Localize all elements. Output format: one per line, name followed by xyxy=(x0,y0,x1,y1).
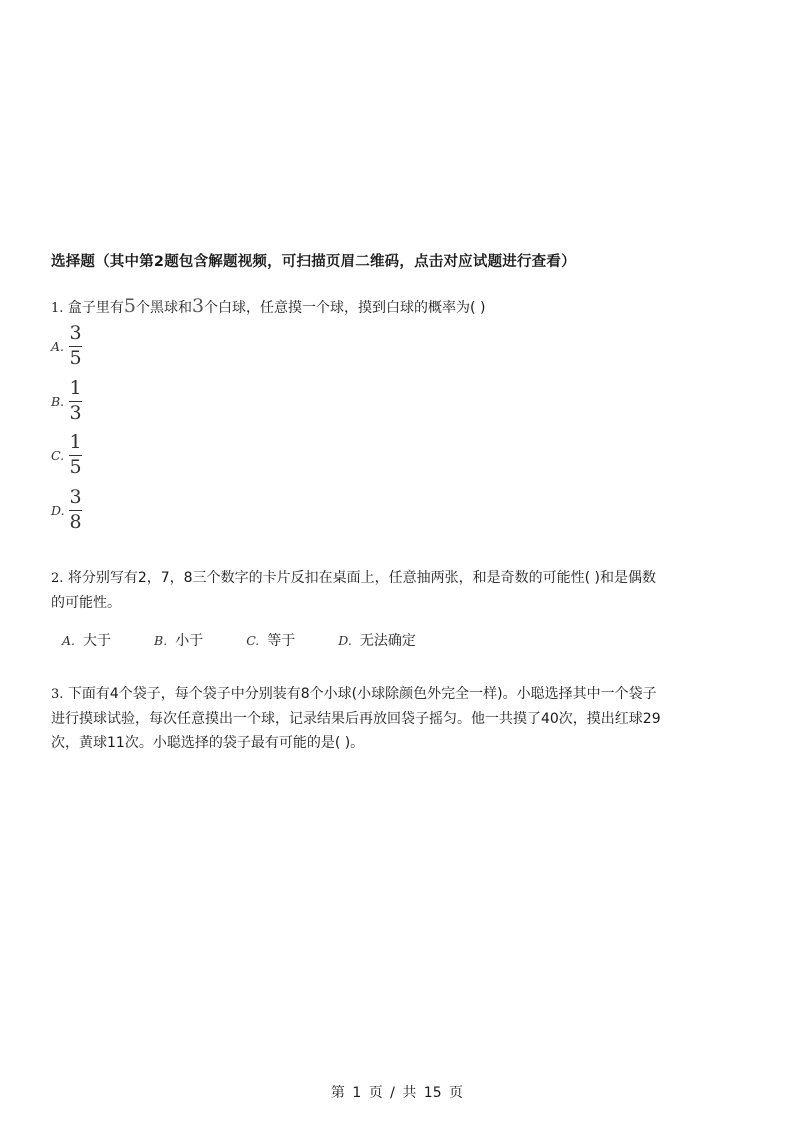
fraction xyxy=(69,488,82,532)
question-number: 3. xyxy=(51,687,64,702)
option-text: 等于 xyxy=(267,633,296,649)
option-b[interactable] xyxy=(154,630,203,650)
option-text: 无法确定 xyxy=(359,633,416,649)
number-value: 5 xyxy=(123,295,136,317)
option-b[interactable] xyxy=(51,379,82,423)
number-value: 3 xyxy=(191,295,205,317)
question-text: 将分别写有2，7，8三个数字的卡片反扣在桌面上，任意抽两张，和是奇数的可能性( )和是偶数 xyxy=(63,570,656,586)
option-a[interactable] xyxy=(62,630,111,650)
numerator: 3 xyxy=(69,322,82,344)
option-d[interactable] xyxy=(338,630,416,650)
option-text: 小于 xyxy=(175,633,204,649)
question-text: 个白球，任意摸一个球，摸到白球的概率为( ) xyxy=(204,300,486,316)
section-title: 选择题（其中第2题包含解题视频，可扫描页眉二维码，点击对应试题进行查看） xyxy=(51,254,576,270)
question-3 xyxy=(51,682,661,755)
option-letter: A. xyxy=(62,632,76,648)
question-line: 次，黄球11次。小聪选择的袋子最有可能的是( )。 xyxy=(51,735,365,751)
numerator: 3 xyxy=(69,486,82,508)
denominator: 5 xyxy=(69,456,82,479)
fraction xyxy=(69,379,82,423)
option-letter: D. xyxy=(51,502,65,518)
numerator: 1 xyxy=(69,377,82,399)
denominator: 8 xyxy=(69,511,82,534)
page-footer: 第 1 页 / 共 15 页 xyxy=(330,1085,464,1101)
fraction xyxy=(69,324,82,368)
option-letter: D. xyxy=(338,632,352,648)
question-text: 个黑球和 xyxy=(135,300,192,316)
numerator: 1 xyxy=(69,431,82,453)
fraction xyxy=(69,433,82,477)
option-letter: B. xyxy=(154,632,168,648)
question-text: 盒子里有 xyxy=(63,300,124,316)
question-2 xyxy=(51,566,656,615)
denominator: 3 xyxy=(69,402,82,425)
question-number: 2. xyxy=(51,571,64,586)
option-d[interactable] xyxy=(51,488,82,532)
option-letter: C. xyxy=(246,632,260,648)
option-a[interactable] xyxy=(51,324,82,368)
question-number: 1. xyxy=(51,301,64,316)
question-1 xyxy=(51,294,485,321)
option-letter: B. xyxy=(51,393,65,409)
option-text: 大于 xyxy=(83,633,112,649)
question-line: 进行摸球试验，每次任意摸出一个球，记录结果后再放回袋子摇匀。他一共摸了40次，摸出红球29 xyxy=(51,711,661,727)
question-2-options xyxy=(62,630,459,650)
question-line: 的可能性。 xyxy=(51,595,121,611)
denominator: 5 xyxy=(69,347,82,370)
option-letter: C. xyxy=(51,447,65,463)
question-text: 下面有4个袋子，每个袋子中分别装有8个小球(小球除颜色外完全一样)。小聪选择其中一个袋子 xyxy=(63,686,657,702)
option-c[interactable] xyxy=(246,630,295,650)
option-c[interactable] xyxy=(51,433,82,477)
question-line xyxy=(51,566,656,591)
question-line xyxy=(51,682,661,707)
option-letter: A. xyxy=(51,338,65,354)
